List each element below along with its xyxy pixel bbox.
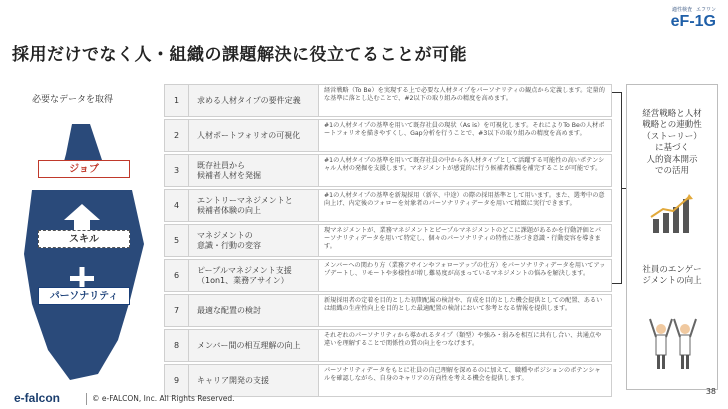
skill-label: スキル — [38, 230, 130, 248]
brand-logo — [658, 6, 718, 32]
row-title: マネジメントの 意識・行動の変容 — [188, 224, 318, 257]
bar-chart-growth-icon — [649, 193, 697, 235]
row-description: パーソナリティデータをもとに社員の自己理解を深めるのに加えて、職種やポジションのポテンシャルを確認しながら、自身のキャリアの方向性を考える機会を提供します。 — [318, 364, 612, 397]
row-description: 経営戦略（To Be）を実現する上で必要な人材タイプをパーソナリティの観点から定義します。定量的な基準に落とし込むことで、#2以下の取り組みの精度を高めます。 — [318, 84, 612, 117]
table-row — [164, 329, 612, 362]
footer — [0, 389, 728, 409]
row-number: 2 — [164, 119, 188, 152]
row-number: 3 — [164, 154, 188, 187]
panel-heading: 必要なデータを取得 — [32, 95, 114, 105]
footer-logo: e-falcon — [14, 391, 61, 405]
table-row — [164, 119, 612, 152]
page-number: 38 — [705, 387, 716, 396]
row-number: 9 — [164, 364, 188, 397]
table-row — [164, 189, 612, 222]
row-number: 4 — [164, 189, 188, 222]
copyright-text: © e-FALCON, Inc. All Rights Reserved. — [92, 394, 235, 403]
job-label: ジョブ — [38, 160, 130, 178]
table-row — [164, 294, 612, 327]
logo-tagline: 適性検査 — [671, 7, 692, 13]
iceberg-icon — [10, 104, 155, 394]
data-acquisition-panel — [10, 84, 155, 390]
logo-brand: eF-1G — [670, 13, 716, 30]
page-title: 採用だけでなく人・組織の課題解決に役立てることが可能 — [12, 45, 467, 65]
row-number: 1 — [164, 84, 188, 117]
row-number: 5 — [164, 224, 188, 257]
cheering-people-icon — [647, 311, 699, 371]
row-number: 6 — [164, 259, 188, 292]
table-row — [164, 84, 612, 117]
row-title: 最適な配置の検討 — [188, 294, 318, 327]
row-description: #1の人材タイプの基準を用いて既存社員の現状（As is）を可視化します。それによりTo Beの人材ポートフォリオを描きやすくし、Gap分析を行うことで、#3以下の取り組みの精度を高めます。 — [318, 119, 612, 152]
row-number: 8 — [164, 329, 188, 362]
personality-label: パーソナリティ — [38, 287, 130, 305]
logo-tagline-2: エフワン — [695, 7, 716, 13]
row-title: ピープルマネジメント支援 （1on1、業務アサイン） — [188, 259, 318, 292]
row-description: 新規採用者の定着を目的とした初期配属の検討や、育成を目的とした機会提供としての配置、あるいは組織の生産性向上を目的とした最適配置の検討において参考となる情報を提供します。 — [318, 294, 612, 327]
outcome-disclosure-text: 経営戦略と人材 戦略との連動性 （ストーリー） に基づく 人的資本開示 での活用 — [642, 109, 702, 177]
row-title: エントリーマネジメントと 候補者体験の向上 — [188, 189, 318, 222]
row-description: 現マネジメントが、業務マネジメントとピープルマネジメントのどこに課題があるかを行動評価とパーソナリティデータを用いて特定し、個々のパーソナリティの特性に基づき意識・行動変容を導きます。 — [318, 224, 612, 257]
row-title: キャリア開発の支援 — [188, 364, 318, 397]
footer-separator — [86, 393, 87, 405]
row-description: それぞれのパーソナリティから導かれるタイプ（類型）や強み・弱みを相互に共有し合い、共通点や違いを理解することで関係性の質の向上をつなげます。 — [318, 329, 612, 362]
bracket-connector — [612, 92, 622, 284]
table-row — [164, 154, 612, 187]
row-description: #1の人材タイプの基準を新規採用（新卒、中途）の際の採用基準として用います。また、選考中の意向上げ、内定後のフォローを対象者のパーソナリティデータを用いて精緻に実行できます。 — [318, 189, 612, 222]
use-case-table — [164, 84, 612, 399]
outcomes-panel — [626, 84, 718, 390]
row-description: #1の人材タイプの基準を用いて既存社員の中から各人材タイプとして活躍する可能性の高いポテンシャル人材の発掘を支援します。マネジメントが感覚的に行う候補者推薦を補完することが可能です。 — [318, 154, 612, 187]
row-title: メンバー間の相互理解の向上 — [188, 329, 318, 362]
table-row — [164, 259, 612, 292]
row-title: 求める人材タイプの要件定義 — [188, 84, 318, 117]
row-title: 既存社員から 候補者人材を発掘 — [188, 154, 318, 187]
row-description: メンバーへの関わり方（業務アサインやフォローアップの仕方）をパーソナリティデータを用いてアップデートし、リモートや多様性が増し難易度が高まっているマネジメントの悩みを解決します。 — [318, 259, 612, 292]
table-row — [164, 224, 612, 257]
row-title: 人材ポートフォリオの可視化 — [188, 119, 318, 152]
row-number: 7 — [164, 294, 188, 327]
outcome-engagement-text: 社員のエンゲー ジメントの向上 — [642, 265, 702, 287]
